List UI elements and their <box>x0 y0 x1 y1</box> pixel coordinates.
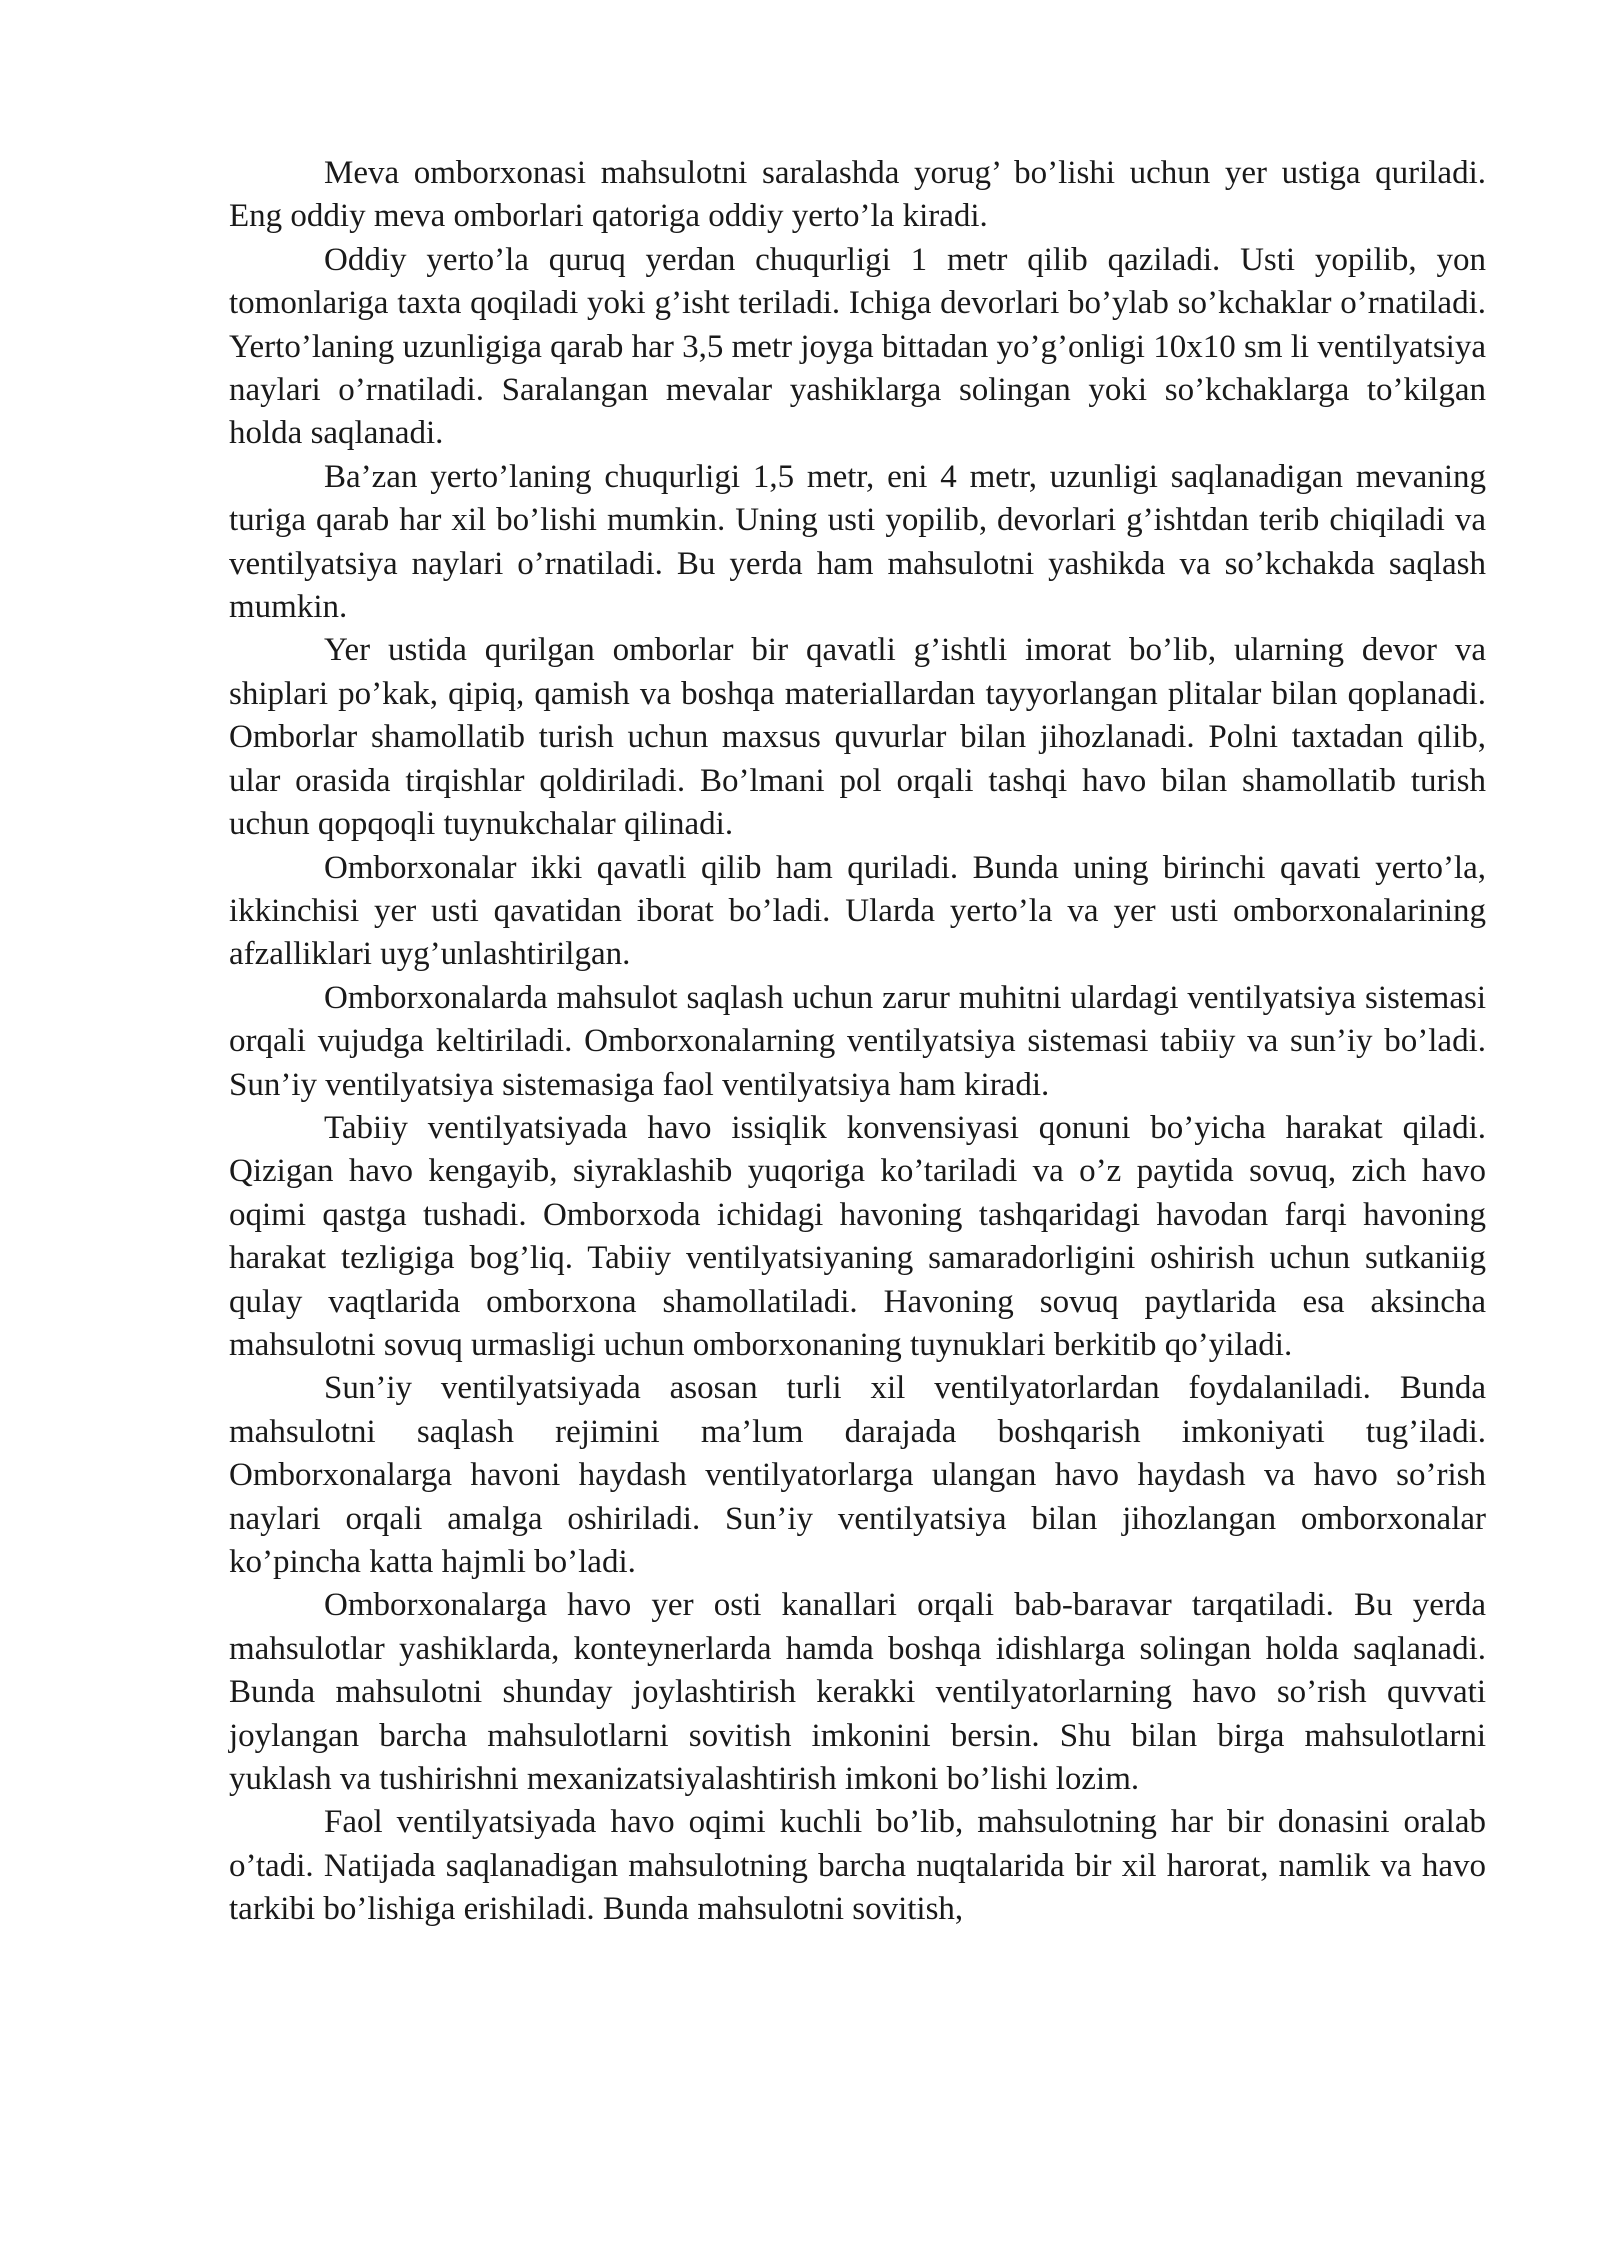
paragraph-8: Sun’iy ventilyatsiyada asosan turli xil ventilyatorlardan foydalaniladi. Bunda mahsulotni saqlash rejimini ma’lum darajada boshqarish imkoniyati tug’iladi. Omborxonalarga havoni haydash ventilyatorlarga ulangan havo haydash va havo so’rish naylari orqali amalga oshiriladi. Sun’iy ventilyatsiya bilan jihozlangan omborxonalar ko’pincha katta hajmli bo’ladi. <box>229 1370 1486 1580</box>
paragraph-2: Oddiy yerto’la quruq yerdan chuqurligi 1 metr qilib qaziladi. Usti yopilib, yon tomonlariga taxta qoqiladi yoki g’isht teriladi. Ichiga devorlari bo’ylab so’kchaklar o’rnatiladi. Yerto’laning uzunligiga qarab har 3,5 metr joyga bittadan yo’g’onligi 10x10 sm li ventilyatsiya naylari o’rnatiladi. Saralangan mevalar yashiklarga solingan yoki so’kchaklarga to’kilgan holda saqlanadi. <box>229 241 1486 452</box>
paragraph-10: Faol ventilyatsiyada havo oqimi kuchli bo’lib, mahsulotning har bir donasini oralab o’tadi. Natijada saqlanadigan mahsulotning barcha nuqtalarida bir xil harorat, namlik va havo tarkibi bo’lishiga erishiladi. Bunda mahsulotni sovitish, <box>229 1804 1486 1928</box>
paragraph-1: Meva omborxonasi mahsulotni saralashda yorug’ bo’lishi uchun yer ustiga quriladi. Eng oddiy meva omborlari qatoriga oddiy yerto’la kiradi. <box>229 155 1486 235</box>
paragraph-3: Ba’zan yerto’laning chuqurligi 1,5 metr, eni 4 metr, uzunligi saqlanadigan mevaning turiga qarab har xil bo’lishi mumkin. Uning usti yopilib, devorlari g’ishtdan terib chiqiladi va ventilyatsiya naylari o’rnatiladi. Bu yerda ham mahsulotni yashikda va so’kchakda saqlash mumkin. <box>229 458 1486 626</box>
paragraph-6: Omborxonalarda mahsulot saqlash uchun zarur muhitni ulardagi ventilyatsiya sistemasi orqali vujudga keltiriladi. Omborxonalarning ventilyatsiya sistemasi tabiiy va sun’iy bo’ladi. Sun’iy ventilyatsiya sistemasiga faol ventilyatsiya ham kiradi. <box>229 979 1486 1103</box>
paragraph-5: Omborxonalar ikki qavatli qilib ham quriladi. Bunda uning birinchi qavati yerto’la, ikkinchisi yer usti qavatidan iborat bo’ladi. Ularda yerto’la va yer usti omborxonalarining afzalliklari uyg’unlashtirilgan. <box>229 849 1486 973</box>
paragraph-9: Omborxonalarga havo yer osti kanallari orqali bab-baravar tarqatiladi. Bu yerda mahsulotlar yashiklarda, konteynerlarda hamda boshqa idishlarga solingan holda saqlanadi. Bunda mahsulotni shunday joylashtirish kerakki ventilyatorlarning havo so’rish quvvati joylangan barcha mahsulotlarni sovitish imkonini bersin. Shu bilan birga mahsulotlarni yuklash va tushirishni mexanizatsiyalashtirish imkoni bo’lishi lozim. <box>229 1587 1486 1798</box>
paragraph-4: Yer ustida qurilgan omborlar bir qavatli g’ishtli imorat bo’lib, ularning devor va shiplari po’kak, qipiq, qamish va boshqa materiallardan tayyorlangan plitalar bilan qoplanadi. Omborlar shamollatib turish uchun maxsus quvurlar bilan jihozlanadi. Polni taxtadan qilib, ular orasida tirqishlar qoldiriladi. Bo’lmani pol orqali tashqi havo bilan shamollatib turish uchun qopqoqli tuynukchalar qilinadi. <box>229 632 1486 843</box>
document-page <box>229 152 1486 1932</box>
paragraph-7: Tabiiy ventilyatsiyada havo issiqlik konvensiyasi qonuni bo’yicha harakat qiladi. Qizigan havo kengayib, siyraklashib yuqoriga ko’tariladi va o’z paytida sovuq, zich havo oqimi qastga tushadi. Omborxoda ichidagi havoning tashqaridagi havodan farqi havoning harakat tezligiga bog’liq. Tabiiy ventilyatsiyaning samaradorligini oshirish uchun sutkaniig qulay vaqtlarida omborxona shamollatiladi. Havoning sovuq paytlarida esa aksincha mahsulotni sovuq urmasligi uchun omborxonaning tuynuklari berkitib qo’yiladi. <box>229 1109 1486 1363</box>
